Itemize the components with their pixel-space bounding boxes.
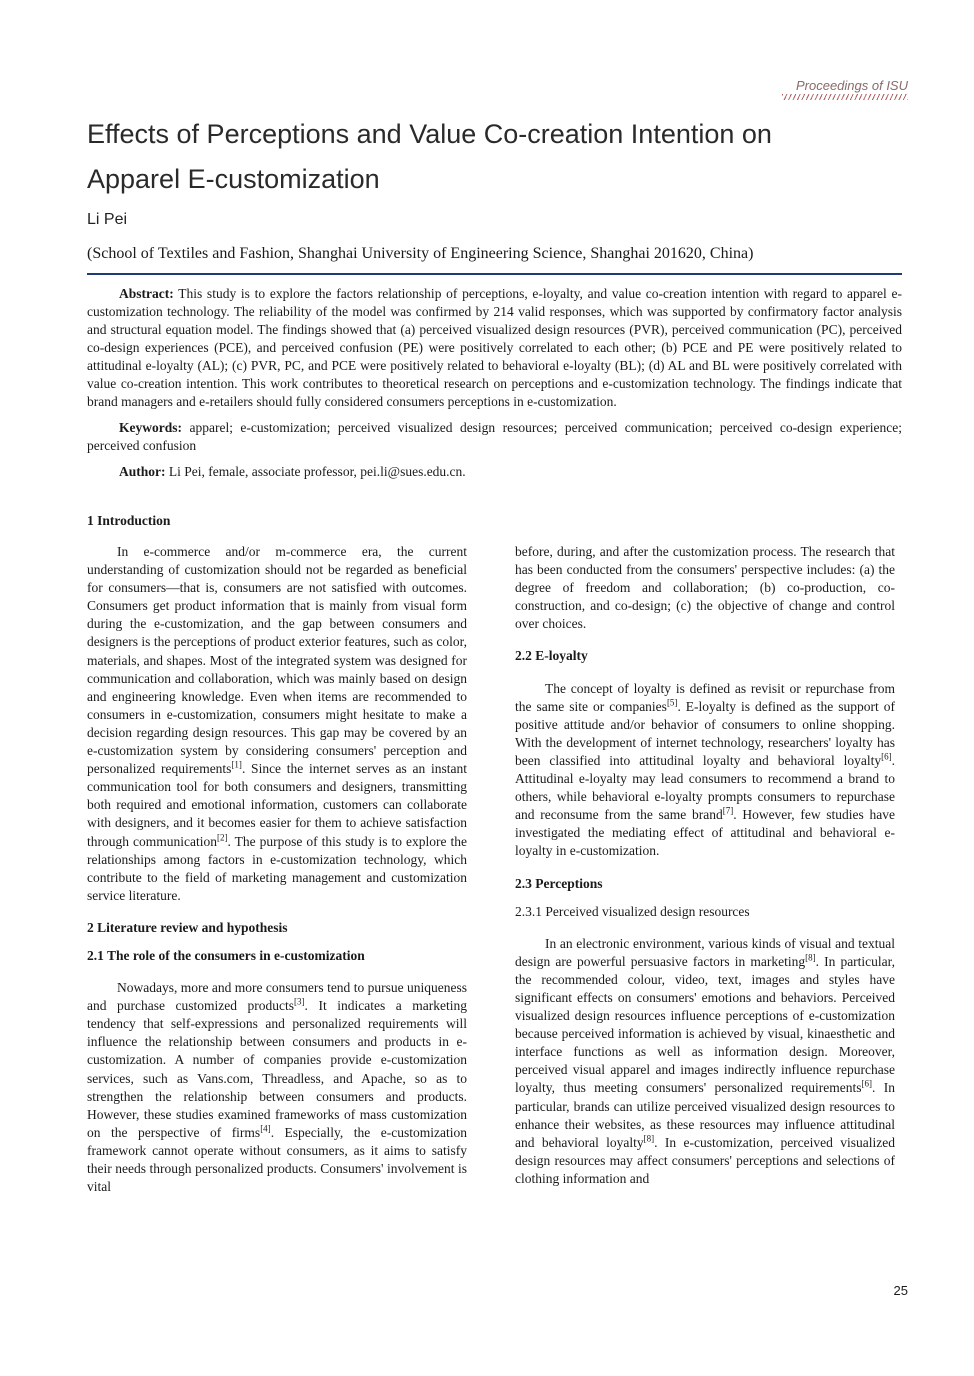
s22-text-1: The concept of loyalty is defined as revisit or repurchase from the same site or companies [515, 680, 895, 714]
abstract [87, 285, 902, 411]
s22-text-4: . However, few studies have investigated the mediating effect of attitudinal and behavioral e-loyalty in e-customization. [515, 807, 895, 859]
citation-8b: [8] [643, 1133, 655, 1144]
subsection-heading-2-1: 2.1 The role of the consumers in e-customization [87, 947, 365, 963]
s21-text-3: . Especially, the e-customization framework cannot operate without consumers, as it aims to satisfy their needs through personalized products. Consumers' involvement is vital [87, 1124, 467, 1195]
page-number: 25 [893, 1283, 908, 1298]
author-name: Li Pei [87, 211, 128, 228]
s231-text-4: . In e-customization, perceived visualized design resources may affect consumers' perceptions and selections of clothing information and [515, 1134, 895, 1186]
keywords-text: apparel; e-customization; perceived visualized design resources; perceived communication; perceived co-design experience; perceived confusion [87, 420, 903, 453]
section-heading-literature: 2 Literature review and hypothesis [87, 919, 288, 935]
author-info [87, 463, 902, 481]
abstract-text: This study is to explore the factors relationship of perceptions, e-loyalty, and value co-creation intention with regard to apparel e-customization technology. The reliability of the model was confirmed by 214 valid responses, which was supported by confirmatory factor analysis and structural equation model. The findings showed that (a) perceived visualized design resources (PVR), perceived communication (PC), perceived co-design experiences (PCE), and perceived confusion (PE) were positively correlated to each other; (b) PCE and PE were positively related to attitudinal e-loyalty (AL); (c) PVR, PC, and PCE were positively related to behavioral e-loyalty (BL); (d) AL and BL were positively correlated with value co-creation intention. This work contributes to theoretical research on perceptions and e-customization technology. The findings indicate that brand managers and e-retailers should fully considered consumers perceptions in e-customization. [87, 286, 902, 409]
citation-7: [7] [722, 805, 734, 816]
right-column [515, 543, 895, 1188]
abstract-label: Abstract: [119, 286, 174, 301]
citation-1: [1] [231, 759, 242, 770]
s231-paragraph [515, 935, 895, 1188]
subsection-heading-2-2: 2.2 E-loyalty [515, 648, 588, 664]
citation-3: [3] [294, 996, 305, 1007]
citation-4: [4] [260, 1123, 271, 1134]
front-matter [87, 285, 902, 489]
s22-text-2: . E-loyalty is defined as the support of positive attitude and/or behavior of consumers to online shopping. With the development of internet technology, researchers' loyalty has been classified into attitudinal loyalty and behavioral loyalty [515, 698, 895, 768]
citation-6b: [6] [861, 1078, 873, 1089]
s231-text-2: . In particular, the recommended colour, video, text, images and styles have significant effects on consumers' emotions and behaviors. Perceived visualized design resources influence perceptions of e-customization because perceived information is achieved by visual, kinaesthetic and interface functions as well as information design. Moreover, perceived visual apparel and images indirectly influence repurchase loyalty, thus meeting consumers' personalized requirements [515, 953, 895, 1096]
s21-text-1: Nowadays, more and more consumers tend to pursue uniqueness and purchase customized products [87, 980, 467, 1014]
subsection-heading-2-3: 2.3 Perceptions [515, 875, 603, 891]
s231-text-1: In an electronic environment, various kinds of visual and textual design are powerful persuasive factors in marketing [515, 935, 895, 969]
s21-paragraph [87, 979, 467, 1196]
author-info-text: Li Pei, female, associate professor, pei.li@sues.edu.cn. [168, 464, 466, 479]
intro-paragraph [87, 543, 467, 905]
s22-text-3: . Attitudinal e-loyalty may lead consumers to recommend a brand to others, while behavioral e-loyalty prompts consumers to repurchase and reconsume from the same brand [515, 752, 895, 823]
subsubsection-heading-2-3-1: 2.3.1 Perceived visualized design resources [515, 903, 750, 919]
section-heading-introduction: 1 Introduction [87, 513, 171, 528]
journal-header [782, 78, 908, 100]
paper-title: Effects of Perceptions and Value Co-creation Intention on Apparel E-customization [87, 119, 772, 194]
intro-text-1: In e-commerce and/or m-commerce era, the current understanding of customization should not be regarded as beneficial for consumers—that is, consumers are not satisfied with outcomes. Consumers get product information that is mainly from visual form during the e-customization, and the gap between consumers and designers is the perceptions of product exterior features, such as color, materials, and shapes. Most of the integrated system was designed for communication and collaboration, which was mainly based on design and engineering knowledge. Even when items are recommended to consumers in e-customization, consumers might hesitate to make a decision regarding design resources. This gap may be covered by an e-customization system by considering consumers' perception and personalized requirements [87, 544, 467, 777]
intro-text-2: . Since the internet serves as an instant communication tool for both consumers and designers, transmitting both required and emotional information, customers can collaborate with designers, and it becomes easier for them to achieve satisfaction through communication [87, 761, 467, 849]
s22-paragraph [515, 680, 895, 861]
author-info-label: Author: [119, 464, 166, 479]
affiliation: (School of Textiles and Fashion, Shanghai University of Engineering Science, Shanghai 201620, China) [87, 245, 754, 262]
title-divider [87, 273, 902, 275]
keywords-label: Keywords: [119, 420, 182, 435]
citation-8: [8] [805, 952, 816, 963]
intro-text-3: . The purpose of this study is to explore the relationships among factors in e-customization technology, which contribute to the field of marketing management and customization service literature. [87, 833, 467, 903]
citation-2: [2] [217, 832, 228, 842]
citation-6: [6] [881, 751, 892, 762]
keywords [87, 419, 902, 455]
s21-text-2: . It indicates a marketing tendency that self-expressions and personalized requirements will influence the relationship between consumers and products in e-customization. A number of companies provide e-customization services, such as Vans.com, Threadless, and Apache, so as to strengthen the relationship between consumers and products. However, these studies examined frameworks of mass customization on the perspective of firms [87, 998, 467, 1140]
left-column [87, 543, 467, 1196]
s231-text-3: . In particular, brands can utilize perceived visualized design resources to enhance their websites, as these resources may influence attitudinal and behavioral loyalty [515, 1080, 895, 1150]
citation-5: [5] [666, 697, 678, 708]
journal-name: Proceedings of ISU [795, 78, 908, 93]
header-hatch-decoration [782, 94, 908, 100]
s21-continuation: before, during, and after the customization process. The research that has been conducted from the consumers' perspective includes: (a) the degree of freedom and collaboration; (b) co-production, co-construction, and co-design; (c) the objective of change and control over choices. [515, 544, 895, 632]
